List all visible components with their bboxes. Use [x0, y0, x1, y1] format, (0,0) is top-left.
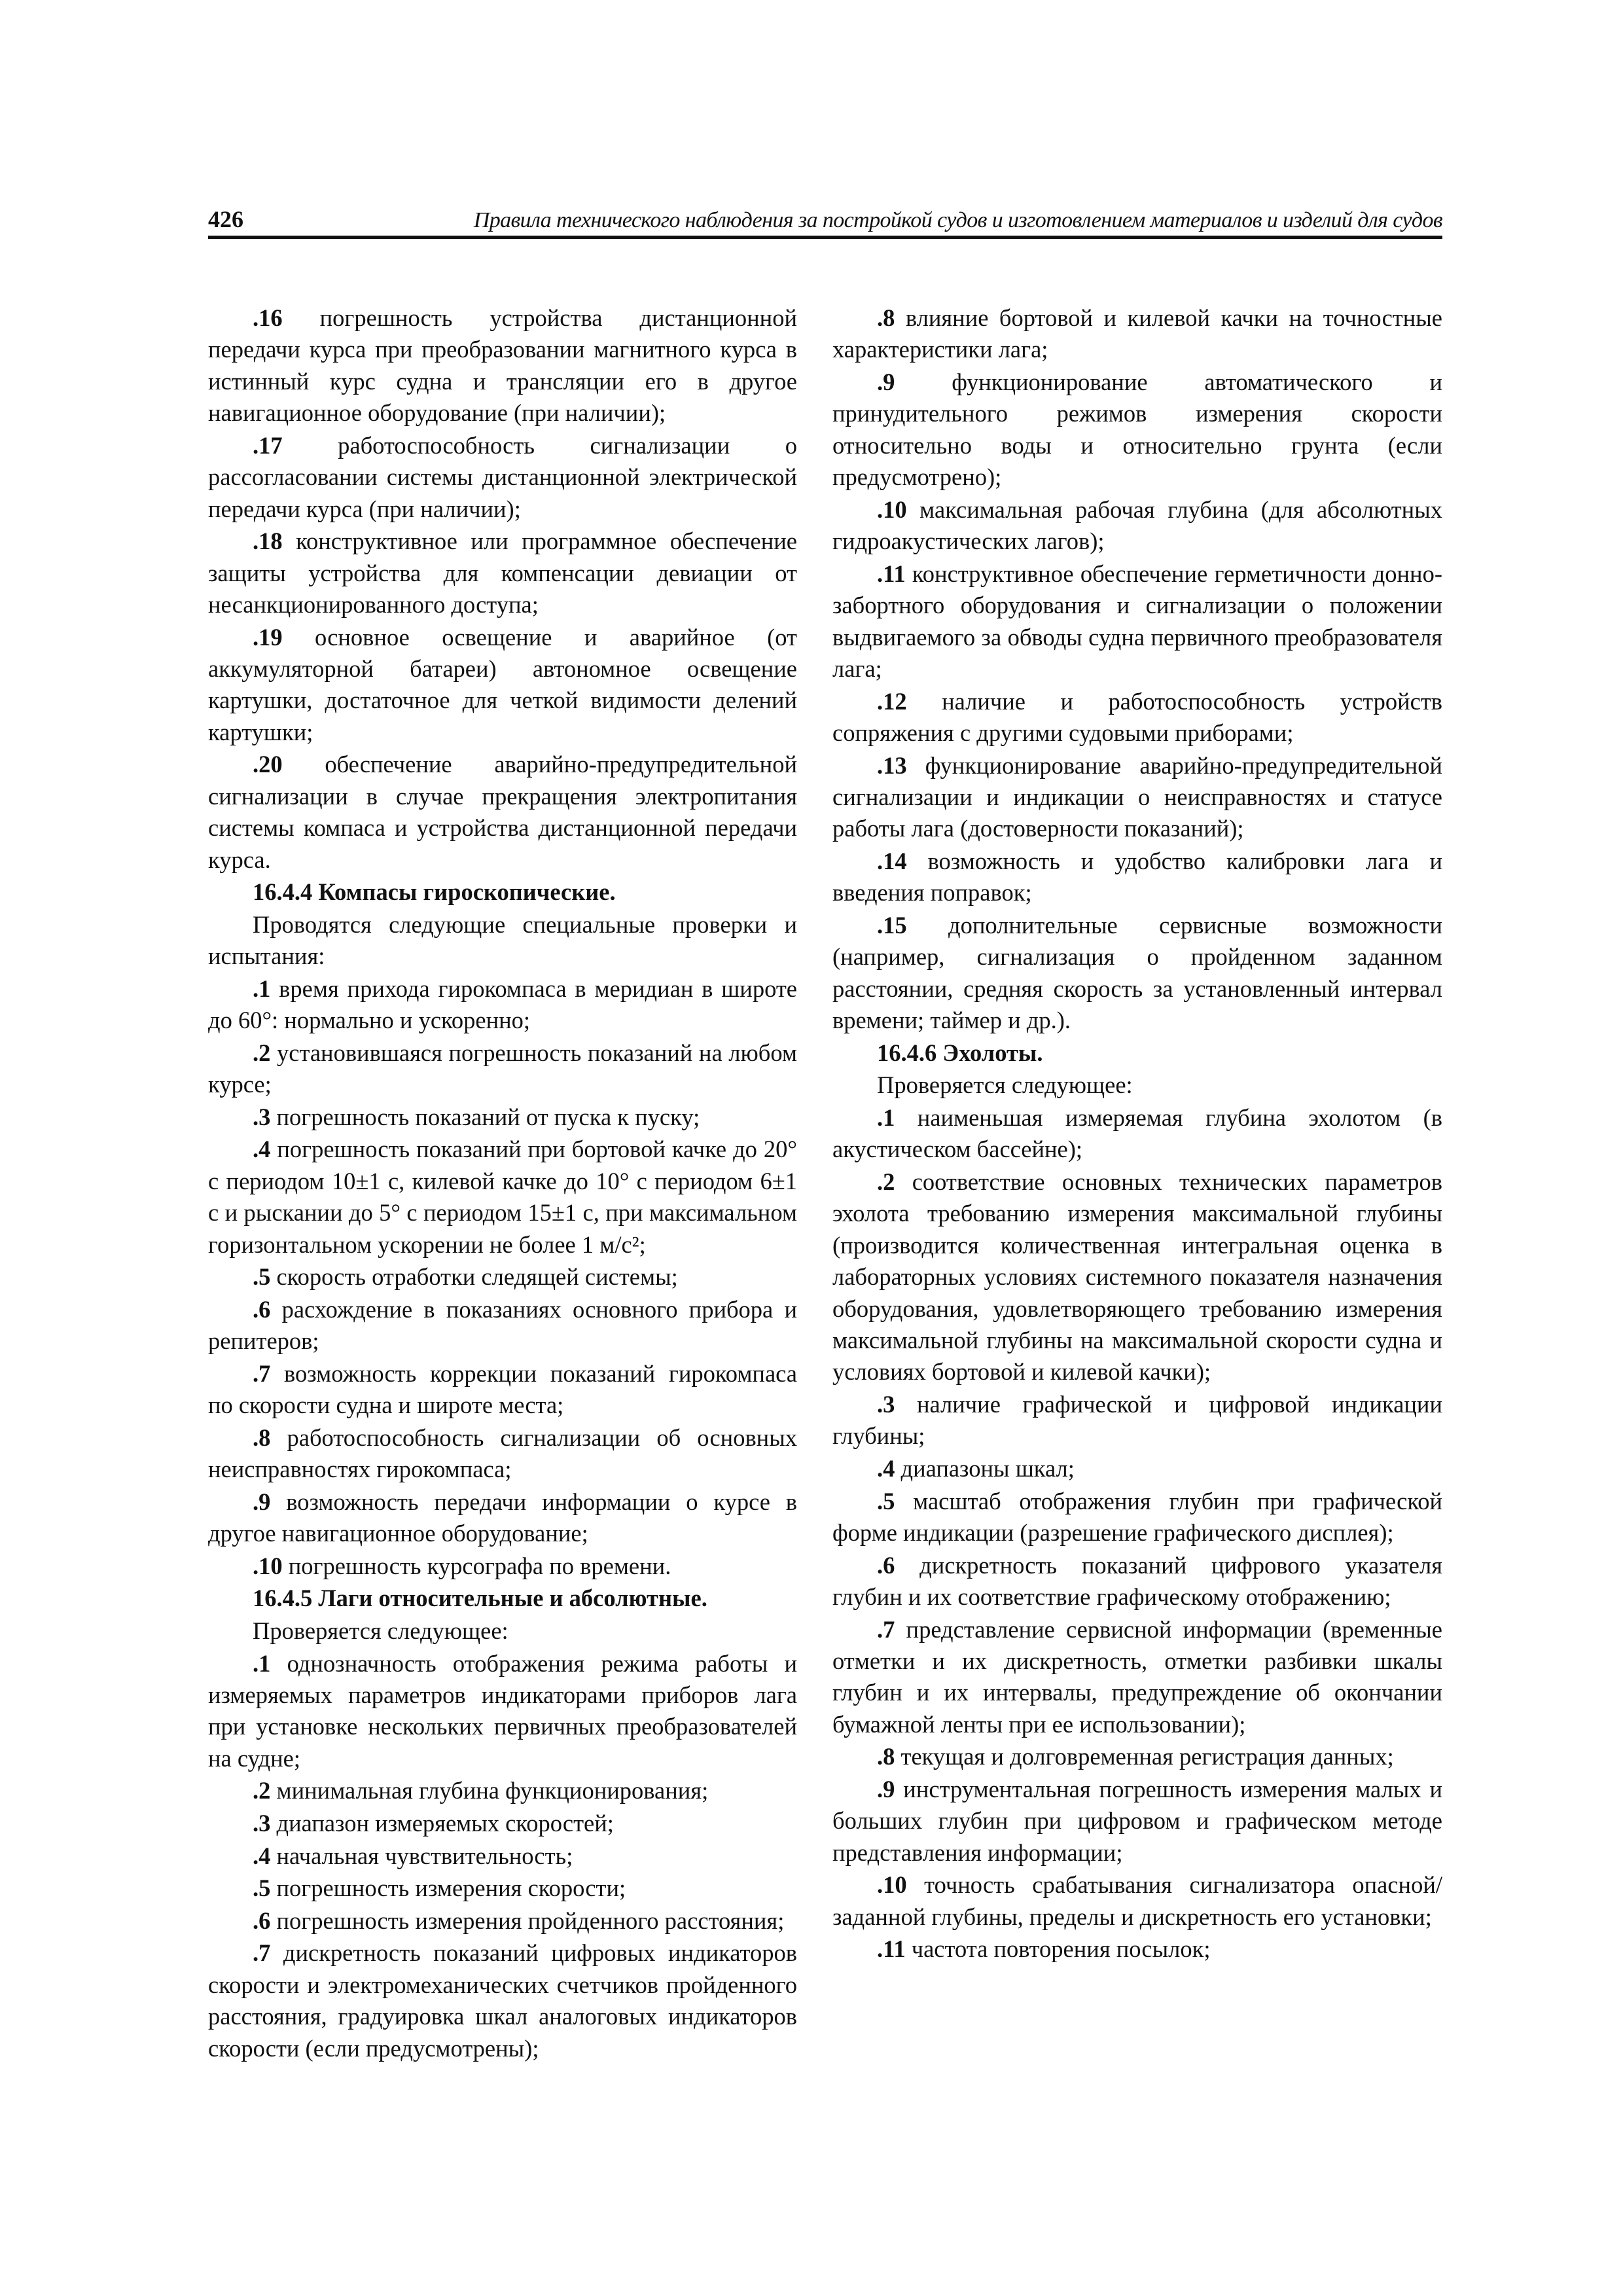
list-item: .12 наличие и работоспособность устройств сопряжения с другими судовыми приборами;: [832, 687, 1442, 747]
page-number: 426: [208, 206, 243, 232]
list-item: .6 расхождение в показаниях основного прибора и репитеров;: [208, 1295, 797, 1355]
running-title: Правила технического наблюдения за постройкой судов и изготовлением материалов и изделий для судов: [473, 208, 1442, 232]
list-item: .4 погрешность показаний при бортовой качке до 20° с периодом 10±1 с, килевой качке до 10° с периодом 6±1 с и рыскании до 5° с периодом 15±1 с, при максимальном горизонтальном ускорении не более 1 м/с²;: [208, 1136, 797, 1258]
section-heading: 16.4.6 Эхолоты.: [877, 1039, 1043, 1066]
list-item: .2 минимальная глубина функционирования;: [253, 1777, 709, 1804]
list-item: .5 скорость отработки следящей системы;: [253, 1263, 678, 1291]
list-item: .8 работоспособность сигнализации об основных неисправностях гирокомпаса;: [208, 1424, 797, 1483]
list-item: .7 возможность коррекции показаний гирокомпаса по скорости судна и широте места;: [208, 1359, 797, 1419]
list-item: .9 возможность передачи информации о курсе в другое навигационное оборудование;: [208, 1488, 797, 1547]
right-column: [832, 302, 1442, 1966]
list-item: .5 масштаб отображения глубин при графической форме индикации (разрешение графического дисплея);: [832, 1487, 1442, 1547]
left-column: [208, 302, 797, 2065]
list-item: .10 точность срабатывания сигнализатора опасной/заданной глубины, пределы и дискретность его установки;: [832, 1871, 1442, 1930]
list-item: .10 максимальная рабочая глубина (для абсолютных гидроакустических лагов);: [832, 495, 1442, 555]
list-item: .20 обеспечение аварийно-предупредительной сигнализации в случае прекращения электропитания системы компаса и устройства дистанционной передачи курса.: [208, 751, 797, 873]
paragraph: Проводятся следующие специальные проверки и испытания:: [208, 910, 797, 970]
list-item: .15 дополнительные сервисные возможности (например, сигнализация о пройденном заданном расстоянии, средняя скорость за установленный интервал времени; таймер и др.).: [832, 912, 1442, 1034]
list-item: .7 дискретность показаний цифровых индикаторов скорости и электромеханических счетчиков пройденного расстояния, градуировка шкал аналоговых индикаторов скорости (если предусмотрены);: [208, 1939, 797, 2062]
section-heading: 16.4.4 Компасы гироскопические.: [253, 878, 616, 906]
paragraph: Проверяется следующее:: [877, 1071, 1133, 1099]
list-item: .6 дискретность показаний цифрового указателя глубин и их соответствие графическому отображению;: [832, 1551, 1442, 1611]
list-item: .3 погрешность показаний от пуска к пуску;: [253, 1103, 700, 1130]
running-header: [208, 196, 1442, 239]
list-item: .11 конструктивное обеспечение герметичности донно-забортного оборудования и сигнализации о положении выдвигаемого за обводы судна первичного преобразователя лага;: [832, 560, 1442, 683]
list-item: .4 диапазоны шкал;: [877, 1455, 1075, 1482]
list-item: .18 конструктивное или программное обеспечение защиты устройства для компенсации девиации от несанкционированного доступа;: [208, 528, 797, 619]
list-item: .14 возможность и удобство калибровки лага и введения поправок;: [832, 848, 1442, 906]
list-item: .7 представление сервисной информации (временные отметки и их дискретность, отметки разбивки шкалы глубин и их интервалы, предупреждение об окончании бумажной ленты при ее использовании);: [832, 1615, 1442, 1738]
list-item: .3 диапазон измеряемых скоростей;: [253, 1810, 614, 1837]
list-item: .19 основное освещение и аварийное (от аккумуляторной батареи) автономное освещение картушки, достаточное для четкой видимости делений картушки;: [208, 623, 797, 745]
list-item: .4 начальная чувствительность;: [253, 1842, 573, 1869]
list-item: .2 соответствие основных технических параметров эхолота требованию измерения максимальной глубины (производится количественная интегральная оценка в лабораторных условиях системного показателя назначения оборудования, удовлетворяющего требованию измерения максимальной глубины на максимальной скорости судна и условиях бортовой и килевой качки);: [832, 1168, 1442, 1386]
list-item: .11 частота повторения посылок;: [877, 1935, 1211, 1963]
list-item: .5 погрешность измерения скорости;: [253, 1874, 626, 1902]
list-item: .9 функционирование автоматического и принудительного режимов измерения скорости относительно воды и относительно грунта (если предусмотрено);: [832, 368, 1442, 491]
section-heading: 16.4.5 Лаги относительные и абсолютные.: [253, 1585, 707, 1612]
list-item: .16 погрешность устройства дистанционной передачи курса при преобразовании магнитного курса в истинный курс судна и трансляции его в другое навигационное оборудование (при наличии);: [208, 304, 797, 427]
list-item: .1 наименьшая измеряемая глубина эхолотом (в акустическом бассейне);: [832, 1104, 1442, 1163]
list-item: .1 время прихода гирокомпаса в меридиан в широте до 60°: нормально и ускоренно;: [208, 975, 797, 1034]
list-item: .8 текущая и долговременная регистрация данных;: [877, 1743, 1394, 1770]
list-item: .9 инструментальная погрешность измерения малых и больших глубин при цифровом и графическом методе представления информации;: [832, 1776, 1442, 1866]
list-item: .13 функционирование аварийно-предупредительной сигнализации и индикации о неисправностях и статусе работы лага (достоверности показаний);: [832, 751, 1442, 842]
list-item: .2 установившаяся погрешность показаний на любом курсе;: [208, 1039, 797, 1098]
list-item: .10 погрешность курсографа по времени.: [253, 1552, 671, 1579]
list-item: .6 погрешность измерения пройденного расстояния;: [253, 1907, 785, 1934]
list-item: .17 работоспособность сигнализации о рассогласовании системы дистанционной электрической передачи курса (при наличии);: [208, 431, 797, 522]
list-item: .1 однозначность отображения режима работы и измеряемых параметров индикаторами приборов лага при установке нескольких первичных преобразователей на судне;: [208, 1649, 797, 1772]
list-item: .8 влияние бортовой и килевой качки на точностные характеристики лага;: [832, 304, 1442, 363]
list-item: .3 наличие графической и цифровой индикации глубины;: [832, 1391, 1442, 1450]
paragraph: Проверяется следующее:: [253, 1617, 508, 1645]
